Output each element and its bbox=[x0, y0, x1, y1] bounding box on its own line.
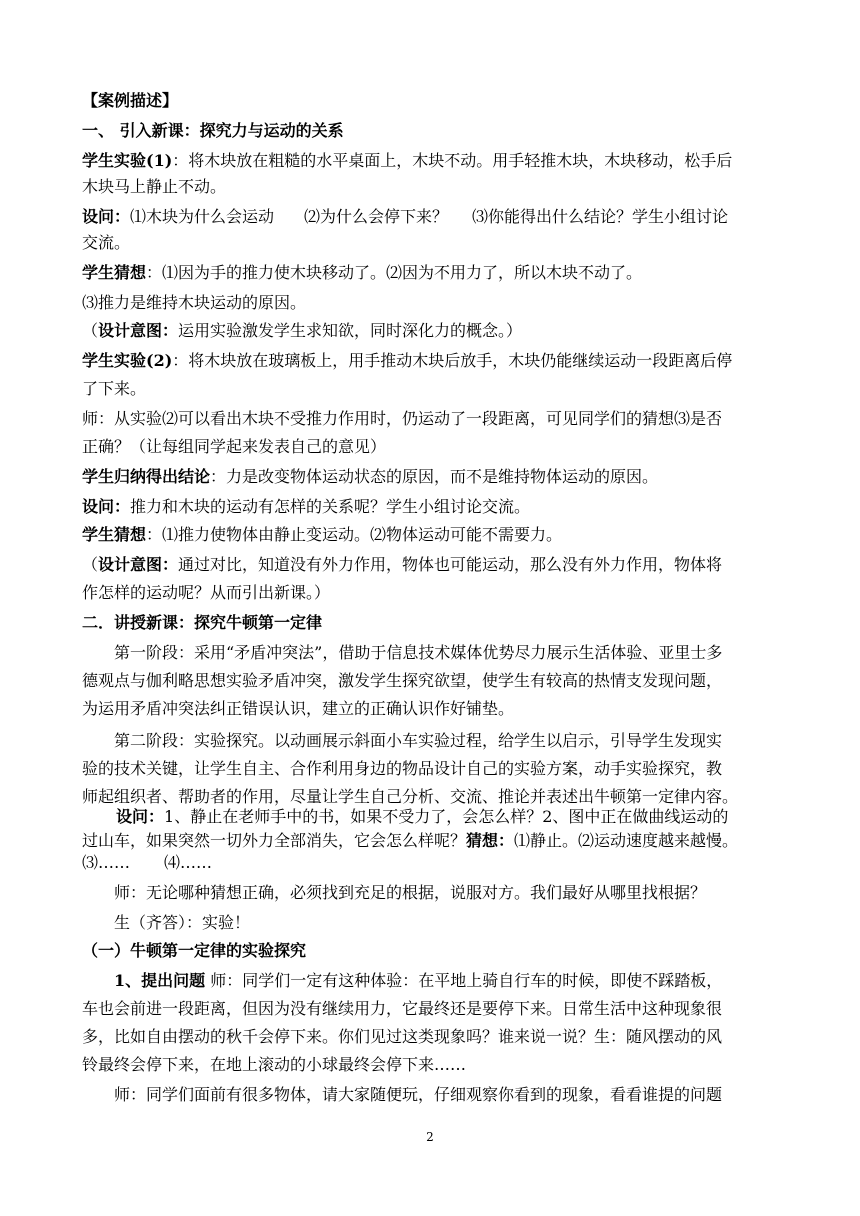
paragraph-line bbox=[82, 263, 782, 283]
paragraph-line bbox=[82, 853, 782, 873]
paragraph-line bbox=[82, 321, 782, 341]
paren-open: （ bbox=[82, 555, 99, 574]
paragraph-line: 正确？（让每组同学起来发表自己的意见） bbox=[82, 437, 387, 456]
paragraph-text: ：将木块放在玻璃板上，用手推动木块后放手，木块仍能继续运动一段距离后停 bbox=[172, 351, 733, 370]
part2-title: 二．讲授新课：探究牛顿第一定律 bbox=[82, 613, 323, 632]
paragraph-label: 设问： bbox=[82, 207, 131, 226]
paragraph-line: 多，比如自由摆动的秋千会停下来。你们见过这类现象吗？谁来说一说？生：随风摆动的风 bbox=[82, 1027, 723, 1046]
guess-4: ⑷…… bbox=[164, 853, 213, 872]
paragraph-label: 猜想： bbox=[466, 831, 515, 850]
paragraph-text: 推力和木块的运动有怎样的关系呢？学生小组讨论交流。 bbox=[130, 497, 531, 516]
paragraph-label: 学生猜想 bbox=[82, 263, 147, 282]
paragraph-text: ：将木块放在粗糙的水平桌面上，木块不动。用手轻推木块，木块移动，松手后 bbox=[172, 151, 733, 170]
page-number: 2 bbox=[426, 1130, 434, 1144]
paragraph-text: ：力是改变物体运动状态的原因，而不是维持物体运动的原因。 bbox=[210, 467, 659, 486]
paragraph-line: 第一阶段：采用“矛盾冲突法”，借助于信息技术媒体优势尽力展示生活体验、亚里士多 bbox=[114, 643, 723, 662]
paragraph-line bbox=[82, 555, 782, 575]
paragraph-line bbox=[82, 151, 782, 171]
paragraph-text: 通过对比，知道没有外力作用，物体也可能运动，那么没有外力作用，物体将 bbox=[178, 555, 723, 574]
paragraph-label: 设问： bbox=[82, 497, 131, 516]
paragraph-line: 验的技术关键，让学生自主、合作利用身边的物品设计自己的实验方案，动手实验探究，教 bbox=[82, 759, 723, 778]
paragraph-line bbox=[116, 807, 816, 827]
paragraph-line: 德观点与伽利略思想实验矛盾冲突，激发学生探究欲望，使学生有较高的热情支发现问题， bbox=[82, 671, 723, 690]
paragraph-line: 木块马上静止不动。 bbox=[82, 177, 227, 196]
paragraph-line: ⑶推力是维持木块运动的原因。 bbox=[82, 293, 307, 312]
paragraph-line: 生（齐答）：实验！ bbox=[114, 913, 251, 932]
paragraph-line bbox=[82, 525, 782, 545]
paragraph-line bbox=[114, 971, 814, 991]
paragraph-line: 第二阶段：实验探究。以动画展示斜面小车实验过程，给学生以启示，引导学生发现实 bbox=[114, 731, 723, 750]
paragraph-label: 学生猜想 bbox=[82, 525, 147, 544]
paragraph-label: 学生实验(1) bbox=[82, 151, 173, 170]
paragraph-line: 为运用矛盾冲突法纠正错误认识，建立的正确认识作好铺垫。 bbox=[82, 699, 515, 718]
paragraph-line bbox=[82, 351, 782, 371]
paragraph-line: 师起组织者、帮助者的作用，尽量让学生自己分析、交流、推论并表述出牛顿第一定律内容。 bbox=[82, 787, 739, 806]
sub-section-title: （一）牛顿第一定律的实验探究 bbox=[82, 941, 307, 960]
paragraph-line bbox=[82, 497, 782, 517]
paragraph-text: 1、静止在老师手中的书，如果不受力了，会怎么样？2、图中正在做曲线运动的 bbox=[164, 807, 729, 826]
paragraph-label: 1、提出问题 bbox=[114, 971, 206, 990]
paragraph-line: 师：无论哪种猜想正确，必须找到充足的根据，说服对方。我们最好从哪里找根据？ bbox=[114, 883, 707, 902]
paragraph-text: ：⑴因为手的推力使木块移动了。⑵因为不用力了，所以木块不动了。 bbox=[146, 263, 643, 282]
paragraph-label: 学生实验(2) bbox=[82, 351, 173, 370]
paragraph-line: 师：从实验⑵可以看出木块不受推力作用时，仍运动了一段距离，可见同学们的猜想⑶是否 bbox=[82, 409, 723, 428]
paragraph-line bbox=[82, 831, 782, 851]
paragraph-text: ⑴静止。⑵运动速度越来越慢。 bbox=[514, 831, 739, 850]
paragraph-text: 过山车，如果突然一切外力全部消失，它会怎么样呢？ bbox=[82, 831, 467, 850]
paragraph-line: 了下来。 bbox=[82, 379, 147, 398]
paragraph-line: 铃最终会停下来，在地上滚动的小球最终会停下来…… bbox=[82, 1055, 467, 1074]
paragraph-label: 设计意图： bbox=[98, 555, 179, 574]
paren-open: （ bbox=[82, 321, 99, 340]
paragraph-label: 设计意图： bbox=[98, 321, 179, 340]
paragraph-line: 车也会前进一段距离，但因为没有继续用力，它最终还是要停下来。日常生活中这种现象很 bbox=[82, 999, 723, 1018]
paragraph-line: 交流。 bbox=[82, 233, 131, 252]
guess-3: ⑶…… bbox=[82, 853, 131, 872]
paragraph-text: ：⑴推力使物体由静止变运动。⑵物体运动可能不需要力。 bbox=[146, 525, 563, 544]
question-2: ⑵为什么会停下来？ bbox=[304, 207, 449, 226]
question-3: ⑶你能得出什么结论？学生小组讨论 bbox=[472, 207, 729, 226]
paragraph-label: 学生归纳得出结论 bbox=[82, 467, 211, 486]
paragraph-text: 运用实验激发学生求知欲，同时深化力的概念。） bbox=[178, 321, 523, 340]
paragraph-text: 师：同学们一定有这种体验：在平地上骑自行车的时候，即使不踩踏板， bbox=[205, 971, 723, 990]
paragraph-line: 作怎样的运动呢？从而引出新课。） bbox=[82, 583, 331, 602]
part1-title: 一、 引入新课：探究力与运动的关系 bbox=[82, 121, 344, 140]
paragraph-line bbox=[82, 467, 782, 487]
question-1: ⑴木块为什么会运动 bbox=[130, 207, 275, 226]
paragraph-label: 设问： bbox=[116, 807, 165, 826]
paragraph-line: 师：同学们面前有很多物体，请大家随便玩，仔细观察你看到的现象，看看谁提的问题 bbox=[114, 1085, 723, 1104]
section-heading: 【案例描述】 bbox=[82, 91, 179, 110]
paragraph-line bbox=[82, 207, 782, 227]
